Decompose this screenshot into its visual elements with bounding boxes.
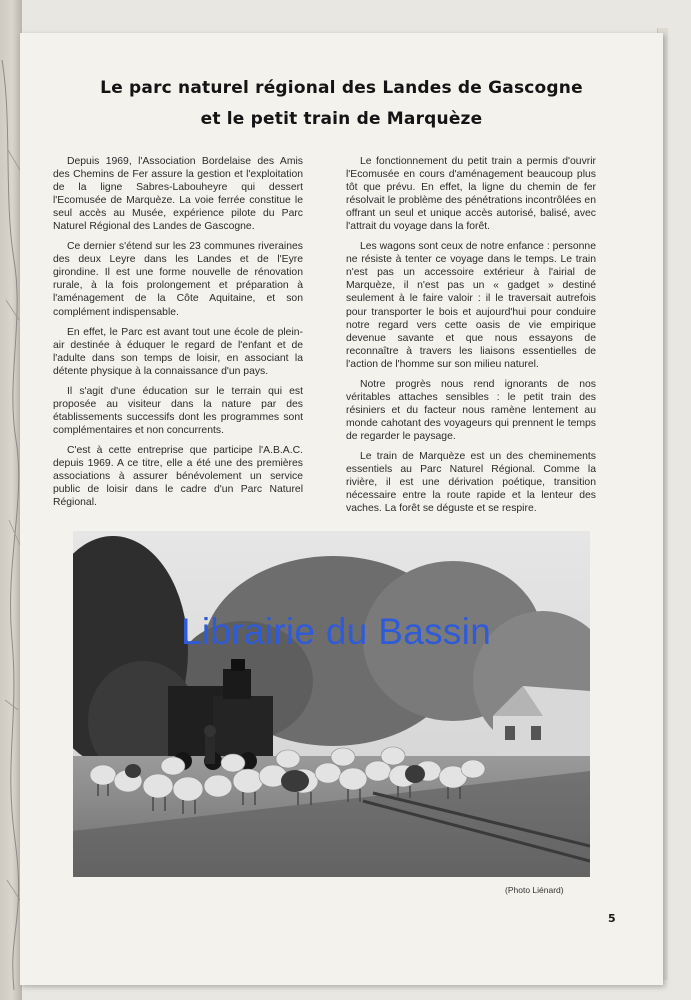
adjacent-page-edge (0, 0, 22, 1000)
paragraph: Il s'agit d'une éducation sur le terrain qui est proposée au visiteur dans la nature par des établissements successifs dont les programmes sont complémentaires et non concurrents. (53, 385, 303, 436)
paragraph: En effet, le Parc est avant tout une école de plein-air destinée à éduquer le regard de l'enfant et de l'adulte dans son temps de loisir, en associant la détente physique à la connaissance d'un pays. (53, 326, 303, 377)
adjacent-page-map-lines (0, 0, 22, 1000)
paragraph: Notre progrès nous rend ignorants de nos véritables attaches sensibles : le petit train des résiniers et du facteur nous ramène lentement au monde cahotant des voyageurs qui prennent le temps de regarder le paysage. (346, 378, 596, 442)
photo-caption: (Photo Liénard) (505, 885, 564, 895)
paragraph: Les wagons sont ceux de notre enfance : personne ne résiste à tenter ce voyage dans le temps. Le train n'est pas un accessoire extérieur à l'airial de Marquèze, il n'est pas un « gadget » destiné seulement à le faire valoir : il le traversait autrefois pour transporter le bois et aujourd'hui pour conduire notre regard vers cette oasis de vie empirique devenue savante et que nous essayons de reconnaître à travers les liaisons essentielles de l'action de l'homme sur son milieu naturel. (346, 241, 596, 370)
paragraph: Le train de Marquèze est un des cheminements essentiels au Parc Naturel Régional. Comme la rivière, il est une dérivation poétique, transition nécessaire entre la route rapide et la lenteur des vaches. La forêt se déguste et se respire. (346, 450, 596, 515)
text-column-right (346, 155, 596, 522)
paragraph: Le fonctionnement du petit train a permis d'ouvrir l'Ecomusée en cours d'aménagement beaucoup plus tôt que prévu. En effet, la ligne du chemin de fer résolvait le problème des pénétrations incontrôlées en offrant un seul et unique accès autorisé, balisé, avec l'attrait du voyage dans la forêt. (346, 156, 596, 233)
photo-illustration (73, 531, 590, 877)
train-and-sheep-photo (73, 531, 590, 877)
magazine-page (20, 33, 663, 985)
page-title-line-2: et le petit train de Marquèze (200, 109, 483, 129)
text-column-left (53, 155, 303, 516)
page-number: 5 (608, 912, 616, 925)
watermark-text: Librairie du Bassin (181, 611, 492, 652)
paragraph: C'est à cette entreprise que participe l'A.B.A.C. depuis 1969. A ce titre, elle a été une des premières associations à assurer bénévolement un service public de loisir dans le cadre d'un Parc Naturel Régional. (53, 444, 303, 509)
paragraph: Ce dernier s'étend sur les 23 communes riveraines des deux Leyre dans les Landes et de l'Eyre girondine. Il est une forme nouvelle de rénovation rurale, à la fois prolongement et préparation à l'aménagement de la Côte Aquitaine, et son complément indispensable. (53, 241, 303, 318)
page-title-line-1: Le parc naturel régional des Landes de Gascogne (100, 78, 583, 98)
paragraph: Depuis 1969, l'Association Bordelaise des Amis des Chemins de Fer assure la gestion et l'exploitation de la ligne Sabres-Labouheyre qui dessert l'Ecomusée de Marquèze. La voie ferrée constitue le seul accès au Musée, expérience pilote du Parc Naturel Régional des Landes de Gascogne. (53, 156, 303, 233)
